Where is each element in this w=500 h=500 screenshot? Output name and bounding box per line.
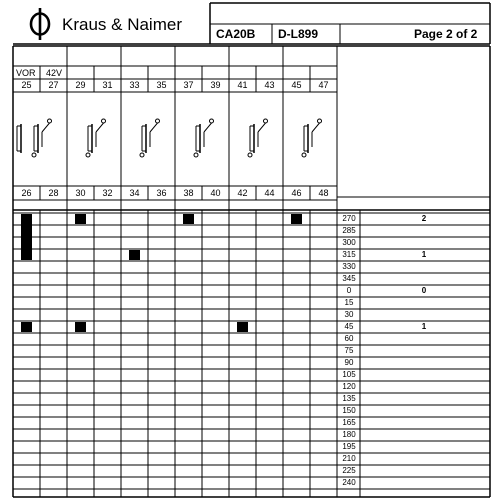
- contact-terminal-icon: [86, 153, 90, 157]
- top-label-voltage: 42V: [46, 68, 63, 78]
- angle-270: 270: [342, 214, 356, 223]
- bottom-terminal-48: 48: [318, 188, 329, 198]
- contact-terminal-icon: [264, 119, 268, 123]
- angle-135: 135: [342, 394, 356, 403]
- top-terminal-39: 39: [210, 80, 221, 90]
- closed-contact-marker: [183, 214, 194, 224]
- contact-terminal-icon: [32, 153, 36, 157]
- angle-285: 285: [342, 226, 356, 235]
- angle-30: 30: [344, 310, 354, 319]
- contact-symbol: [150, 123, 158, 132]
- top-terminal-47: 47: [318, 80, 329, 90]
- contact-terminal-icon: [248, 153, 252, 157]
- angle-225: 225: [342, 466, 356, 475]
- angle-90: 90: [344, 358, 354, 367]
- switch-position-1: 1: [421, 322, 427, 331]
- closed-contact-marker: [129, 250, 140, 260]
- contact-symbol: [312, 123, 320, 132]
- brand-name: Kraus & Naimer: [62, 15, 182, 34]
- switch-position-1: 1: [421, 250, 427, 259]
- top-terminal-41: 41: [237, 80, 248, 90]
- angle-75: 75: [344, 346, 354, 355]
- closed-contact-marker: [75, 214, 86, 224]
- angle-165: 165: [342, 418, 356, 427]
- top-terminal-25: 25: [21, 80, 32, 90]
- contact-terminal-icon: [156, 119, 160, 123]
- closed-contact-marker: [21, 322, 32, 332]
- top-terminal-33: 33: [129, 80, 140, 90]
- angle-120: 120: [342, 382, 356, 391]
- switch-position-0: 0: [421, 286, 427, 295]
- closed-contact-marker: [21, 214, 32, 260]
- angle-60: 60: [344, 334, 354, 343]
- contact-symbol: [204, 123, 212, 132]
- switch-position-2: 2: [421, 214, 427, 223]
- contact-terminal-icon: [194, 153, 198, 157]
- top-terminal-27: 27: [48, 80, 59, 90]
- top-label-vor: VOR: [16, 68, 36, 78]
- angle-45: 45: [344, 322, 354, 331]
- top-terminal-29: 29: [75, 80, 86, 90]
- contact-symbol: [42, 123, 50, 132]
- bottom-terminal-36: 36: [156, 188, 167, 198]
- angle-15: 15: [344, 298, 354, 307]
- contact-terminal-icon: [48, 119, 52, 123]
- bottom-terminal-38: 38: [183, 188, 194, 198]
- angle-315: 315: [342, 250, 356, 259]
- angle-150: 150: [342, 406, 356, 415]
- phi-logo-icon: [22, 6, 58, 42]
- top-terminal-35: 35: [156, 80, 167, 90]
- bottom-terminal-42: 42: [237, 188, 248, 198]
- top-terminal-45: 45: [291, 80, 302, 90]
- angle-240: 240: [342, 478, 356, 487]
- bottom-terminal-32: 32: [102, 188, 113, 198]
- closed-contact-marker: [291, 214, 302, 224]
- type-code: CA20B: [216, 27, 256, 41]
- closed-contact-marker: [75, 322, 86, 332]
- angle-330: 330: [342, 262, 356, 271]
- angle-345: 345: [342, 274, 356, 283]
- angle-300: 300: [342, 238, 356, 247]
- closed-contact-marker: [237, 322, 248, 332]
- contact-terminal-icon: [102, 119, 106, 123]
- drawing-number: D-L899: [278, 27, 319, 41]
- angle-180: 180: [342, 430, 356, 439]
- bottom-terminal-44: 44: [264, 188, 275, 198]
- top-terminal-43: 43: [264, 80, 275, 90]
- page-indicator: Page 2 of 2: [414, 27, 478, 41]
- bottom-terminal-30: 30: [75, 188, 86, 198]
- angle-0: 0: [346, 286, 352, 295]
- bottom-terminal-34: 34: [129, 188, 140, 198]
- angle-210: 210: [342, 454, 356, 463]
- bottom-terminal-40: 40: [210, 188, 221, 198]
- contact-symbol: [96, 123, 104, 132]
- angle-105: 105: [342, 370, 356, 379]
- bottom-terminal-46: 46: [291, 188, 302, 198]
- contact-terminal-icon: [318, 119, 322, 123]
- top-terminal-31: 31: [102, 80, 113, 90]
- contact-symbol: [258, 123, 266, 132]
- top-terminal-37: 37: [183, 80, 194, 90]
- contact-terminal-icon: [140, 153, 144, 157]
- contact-terminal-icon: [302, 153, 306, 157]
- contact-terminal-icon: [210, 119, 214, 123]
- bottom-terminal-28: 28: [48, 188, 59, 198]
- angle-195: 195: [342, 442, 356, 451]
- bottom-terminal-26: 26: [21, 188, 32, 198]
